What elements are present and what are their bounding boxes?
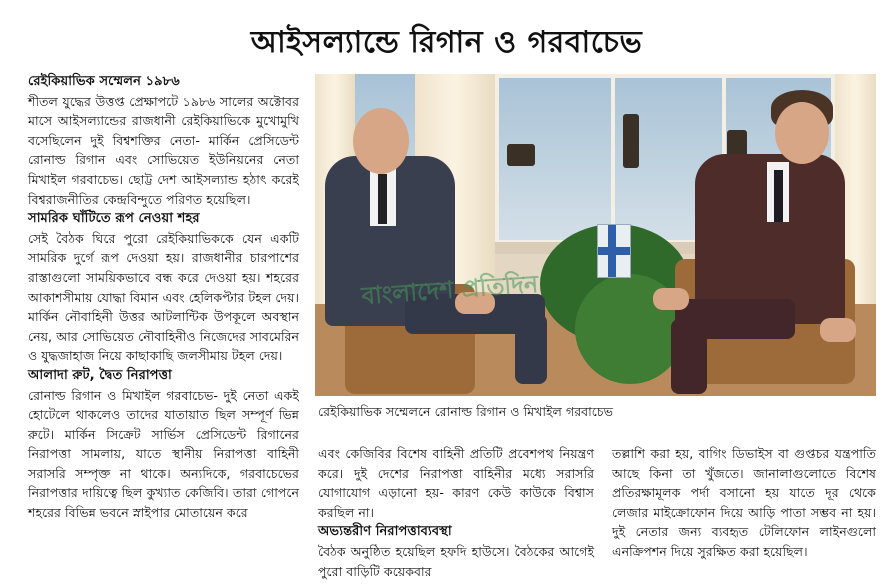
section-heading: সামরিক ঘাঁটিতে রূপ নেওয়া শহর <box>28 211 200 227</box>
article-column-right <box>612 444 876 562</box>
flag-band <box>608 225 616 277</box>
section-heading: রেইকিয়াভিক সম্মেলন ১৯৮৬ <box>28 74 180 89</box>
section-paragraph: রোনাল্ড রিগান ও মিখাইল গরবাচেভ- দুই নেতা একই হোটেলে থাকলেও তাদের যাতায়াত ছিল সম্পূর্ণ ভিন্ন রুটে। মার্কিন সিক্রেট সার্ভিস প্রেসিডেন্ট রিগানের নিরাপত্তা সামলায়, যাতে স্থানীয় নিরাপত্তা বাহিনী সরাসরি সম্পৃক্ত না থাকে। অন্যদিকে, গরবাচেভের নিরাপত্তার দায়িত্বে ছিল কুখ্যাত কেজিবি। তারা গোপনে শহরের বিভিন্ন ভবনে স্নাইপার মোতায়েন করে <box>28 387 299 521</box>
section-heading: অভ্যন্তরীণ নিরাপত্তাব্যবস্থা <box>318 524 452 540</box>
gorbachev-tie <box>378 174 387 224</box>
reagan-legs <box>671 319 707 394</box>
reagan-tie <box>774 170 783 222</box>
iceland-flag-icon <box>597 224 631 278</box>
section-paragraph: সেই বৈঠক ঘিরে পুরো রেইকিয়াভিককে যেন একটি সামরিক দুর্গে রূপ দেওয়া হয়। রাজধানীর চারপাশের রাস্তাগুলো সাময়িকভাবে বন্ধ করে দেওয়া হয়। শহরের আকাশসীমায় যোদ্ধা বিমান এবং হেলিকপ্টার টহল দেয়। মার্কিন নৌবাহিনী উত্তর আটলান্টিক উপকূলে অবস্থান নেয়, আর সোভিয়েত নৌবাহিনীও নিজেদের সাবমেরিন ও যুদ্ধজাহাজ নিয়ে কাছাকাছি জলসীমায় টহল দেয়। <box>28 230 299 364</box>
reagan-head <box>775 102 829 164</box>
section-paragraph: বৈঠক অনুষ্ঠিত হয়েছিল হফদি হাউসে। বৈঠকের আগেই পুরো বাড়িটি কয়েকবার <box>318 543 594 579</box>
photo-watermark: বাংলাদেশ প্রতিদিন <box>360 269 540 311</box>
article-column-middle <box>318 444 594 581</box>
summit-photo <box>315 74 876 396</box>
section-paragraph: তল্লাশি করা হয়, বাগিং ডিভাইস বা গুপ্তচর যন্ত্রপাতি আছে কিনা তা খুঁজতে। জানালাগুলোতে বিশেষ প্রতিরক্ষামূলক পর্দা বসানো হয় যাতে দূর থেকে লেজার মাইক্রোফোন দিয়ে আড়ি পাতা সম্ভব না হয়। দুই নেতার জন্য ব্যবহৃত টেলিফোন লাইনগুলো এনক্রিপশন দিয়ে সুরক্ষিত করা হয়েছিল। <box>612 446 876 559</box>
section-heading: আলাদা রুট, দ্বৈত নিরাপত্তা <box>28 367 172 383</box>
article-column-left <box>28 72 299 523</box>
reagan-hand <box>820 318 856 342</box>
section-paragraph: শীতল যুদ্ধের উত্তপ্ত প্রেক্ষাপটে ১৯৮৬ সালের অক্টোবর মাসে আইসল্যান্ডের রাজধানী রেইকিয়াভিকে মুখোমুখি বসেছিলেন দুই বিশ্বশক্তির নেতা- মার্কিন প্রেসিডেন্ট রোনাল্ড রিগান এবং সোভিয়েত ইউনিয়নের নেতা মিখাইল গরবাচেভ। ছোট্ট দেশ আইসল্যান্ড হঠাৎ করেই বিশ্বরাজনীতির কেন্দ্রবিন্দুতে পরিণত হয়েছিল। <box>28 93 299 207</box>
section-paragraph: এবং কেজিবির বিশেষ বাহিনী প্রতিটি প্রবেশপথ নিয়ন্ত্রণ করে। দুই দেশের নিরাপত্তা বাহিনীর মধ্যে সরাসরি যোগাযোগ এড়ানো হয়- কারণ কেউ কাউকে বিশ্বাস করছিল না। <box>318 446 594 520</box>
statue-icon <box>507 144 535 166</box>
gorbachev-legs <box>515 314 547 384</box>
statue-icon <box>623 114 639 168</box>
headline: আইসল্যান্ডে রিগান ও গরবাচেভ <box>250 25 643 60</box>
reagan-hand <box>653 288 689 310</box>
gorbachev-head <box>353 108 409 174</box>
photo-caption: রেইকিয়াভিক সম্মেলনে রোনাল্ড রিগান ও মিখাইল গরবাচেভ <box>318 404 614 419</box>
